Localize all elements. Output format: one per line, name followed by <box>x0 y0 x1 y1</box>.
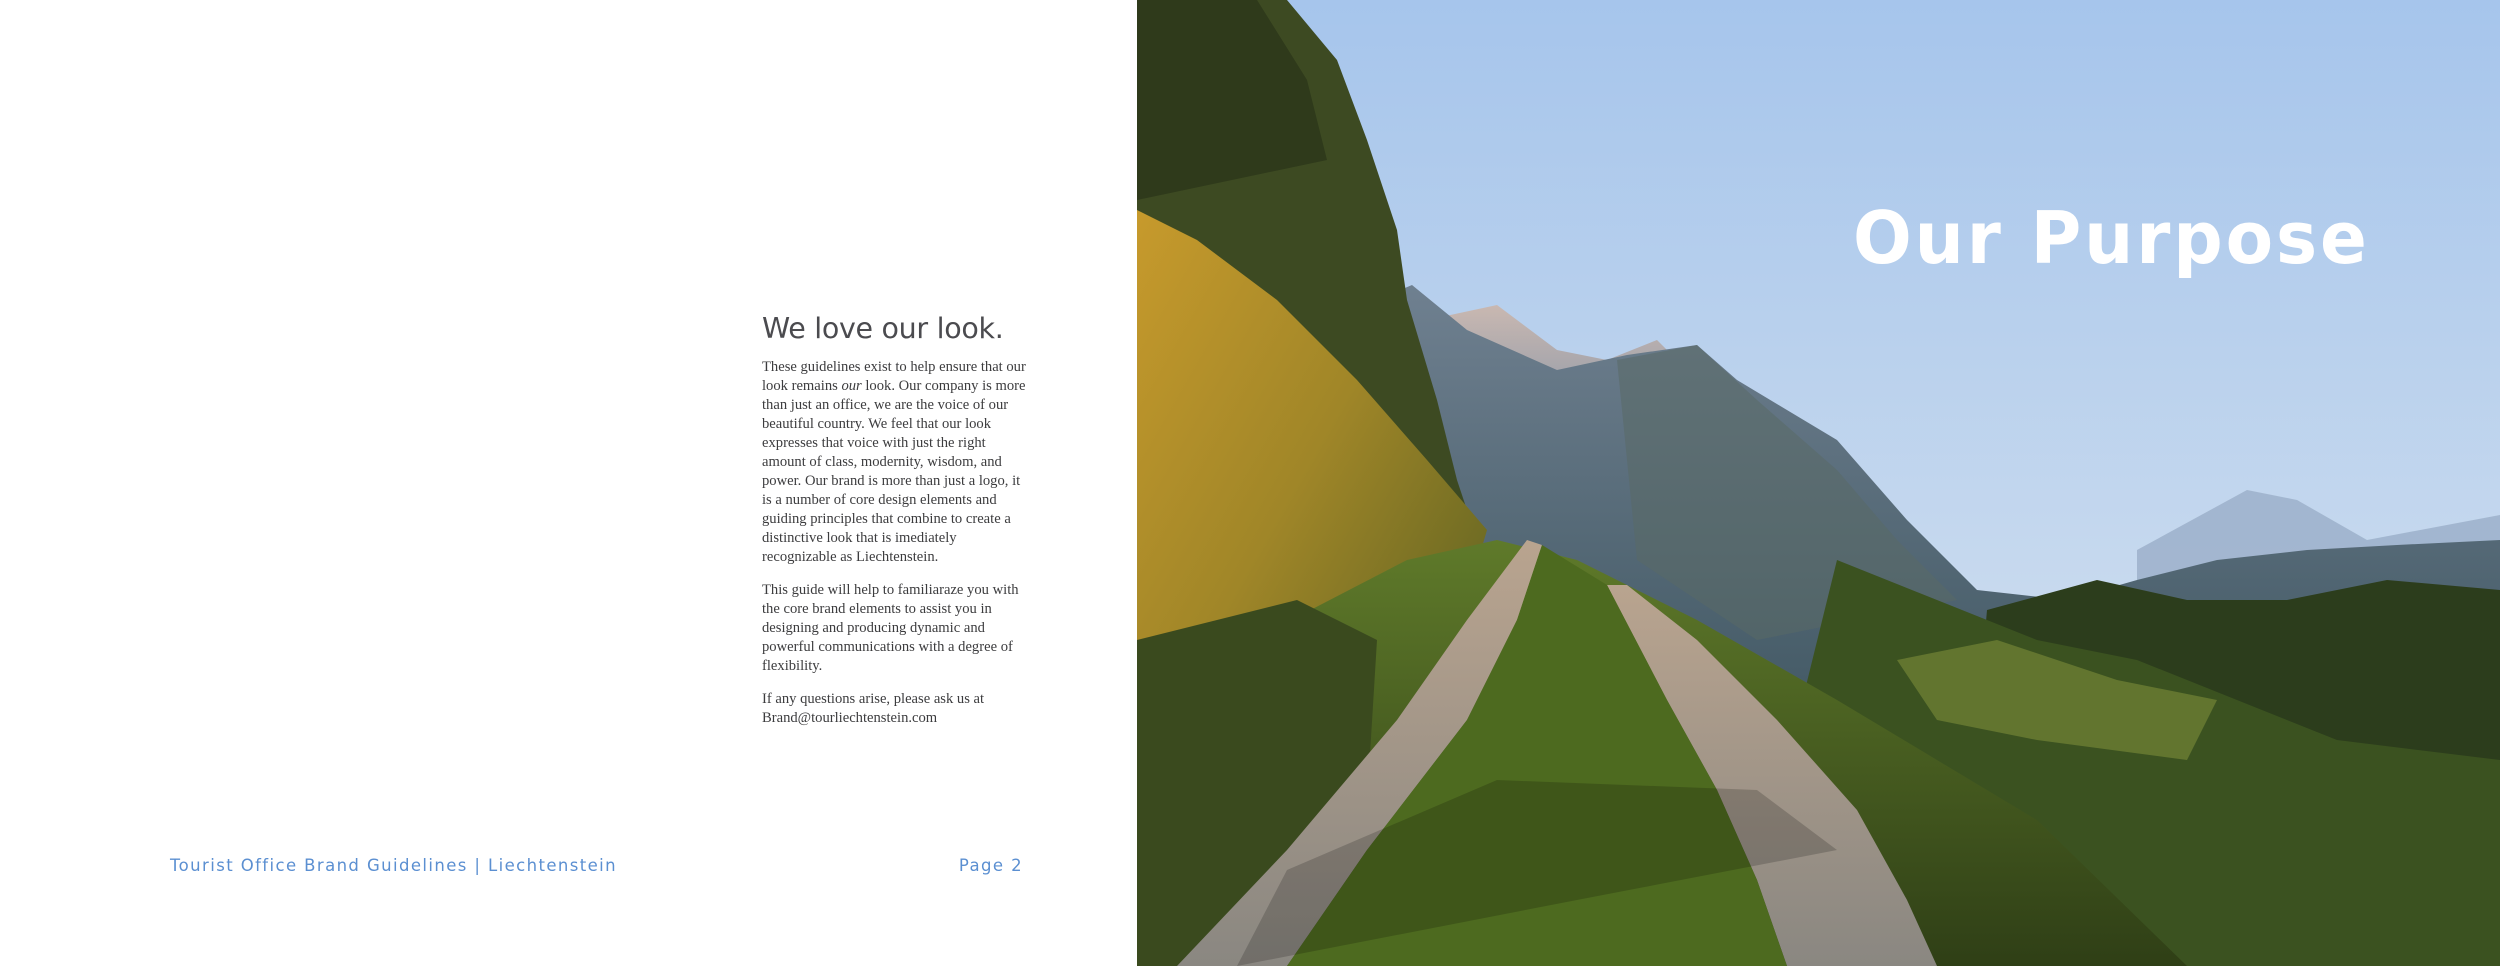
page-number: Page 2 <box>958 856 1023 875</box>
intro-section <box>762 312 1030 742</box>
footer-document-title: Tourist Office Brand Guidelines | Liechtenstein <box>170 856 618 875</box>
page-heading: We love our look. <box>762 312 1004 345</box>
intro-paragraph-1-emphasis: our <box>841 378 862 394</box>
contact-paragraph: If any questions arise, please ask us at Brand@tourliechtenstein.com <box>762 691 985 726</box>
landscape-photo <box>1137 0 2500 966</box>
intro-paragraph-1-end: look. Our company is more than just an office, we are the voice of our beautiful country. We feel that our look expresses that voice with just the right amount of class, modernity, wisdom, and power. Our brand is more than just a logo, it is a number of core design elements and guiding principles that combine to create a distinctive look that is imediately recognizable as Liechtenstein. <box>762 378 1026 565</box>
intro-paragraph-1-start: These guidelines exist to help ensure that our look remains <box>762 359 1026 394</box>
intro-paragraph-1 <box>762 358 1030 567</box>
intro-paragraph-2: This guide will help to familiaraze you with the core brand elements to assist you in designing and producing dynamic and powerful communications with a degree of flexibility. <box>762 582 1019 674</box>
left-page <box>0 0 1137 966</box>
landscape-illustration <box>1137 0 2500 966</box>
photo-title: Our Purpose <box>1853 196 2370 280</box>
